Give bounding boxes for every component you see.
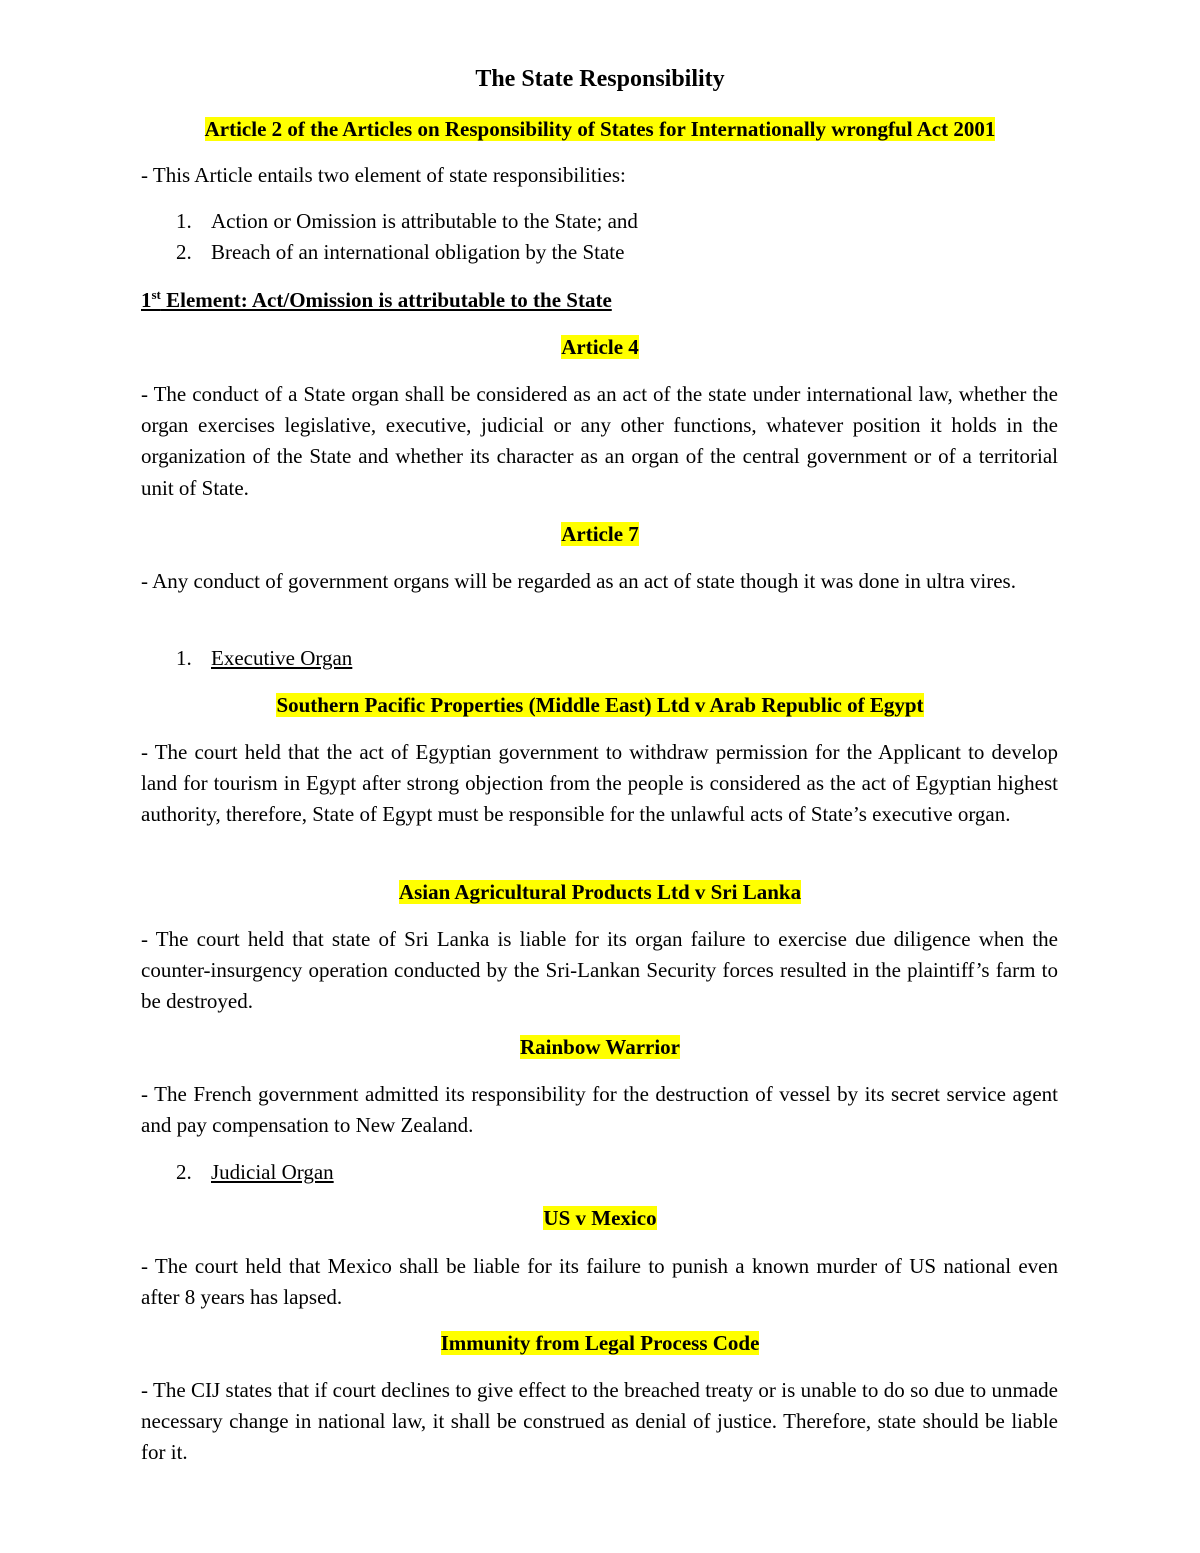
element1-heading-text: Element: Act/Omission is attributable to the State xyxy=(160,288,612,312)
case-usm-paragraph: - The court held that Mexico shall be liable for its failure to punish a known murder of US national even after 8 years has lapsed. xyxy=(141,1254,1058,1310)
element1-heading-superscript: st xyxy=(151,287,161,302)
element-2-text: Breach of an international obligation by the State xyxy=(211,240,625,264)
organ-1-number: 1. xyxy=(176,646,192,670)
case-rw-paragraph: - The French government admitted its responsibility for the destruction of vessel by its secret service agent and pay compensation to New Zealand. xyxy=(141,1082,1058,1138)
organ-2-number: 2. xyxy=(176,1160,192,1184)
element1-heading xyxy=(141,287,612,313)
element-1-text: Action or Omission is attributable to the State; and xyxy=(211,209,638,233)
page-title xyxy=(0,66,1200,92)
article4-heading xyxy=(0,334,1200,360)
article7-heading-text: Article 7 xyxy=(561,522,639,546)
case-ilpc-heading xyxy=(0,1330,1200,1356)
article4-heading-text: Article 4 xyxy=(561,335,639,359)
case-spp-heading xyxy=(0,692,1200,718)
case-rw-heading-text: Rainbow Warrior xyxy=(519,1035,681,1059)
intro-paragraph: - This Article entails two element of state responsibilities: xyxy=(141,163,626,187)
case-rw-heading xyxy=(0,1034,1200,1060)
case-aapl-paragraph: - The court held that state of Sri Lanka is liable for its organ failure to exercise due diligence when the counter-insurgency operation conducted by the Sri-Lankan Security forces resulted in the plaintiff’s farm to be destroyed. xyxy=(141,927,1058,1014)
element-1-number: 1. xyxy=(176,209,192,233)
article4-paragraph: - The conduct of a State organ shall be considered as an act of the state under international law, whether the organ exercises legislative, executive, judicial or any other functions, whatever position it holds in the organization of the State and whether its character as an organ of the central government or of a territorial unit of State. xyxy=(141,382,1058,500)
case-aapl-heading-text: Asian Agricultural Products Ltd v Sri Lanka xyxy=(398,880,802,904)
article2-heading xyxy=(0,116,1200,142)
case-usm-heading-text: US v Mexico xyxy=(543,1206,657,1230)
organ-2-label: Judicial Organ xyxy=(211,1160,334,1184)
element-2-number: 2. xyxy=(176,240,192,264)
case-ilpc-paragraph: - The CIJ states that if court declines to give effect to the breached treaty or is unable to do so due to unmade necessary change in national law, it shall be construed as denial of justice. Therefore, state should be liable for it. xyxy=(141,1378,1058,1465)
article2-heading-text: Article 2 of the Articles on Responsibility of States for Internationally wrongful Act 2001 xyxy=(204,117,996,141)
article7-heading xyxy=(0,521,1200,547)
organ-1-label: Executive Organ xyxy=(211,646,353,670)
case-ilpc-heading-text: Immunity from Legal Process Code xyxy=(440,1331,760,1355)
case-usm-heading xyxy=(0,1205,1200,1231)
article7-paragraph: - Any conduct of government organs will be regarded as an act of state though it was done in ultra vires. xyxy=(141,569,1016,593)
case-spp-paragraph: - The court held that the act of Egyptian government to withdraw permission for the Applicant to develop land for tourism in Egypt after strong objection from the people is considered as the act of Egyptian highest authority, therefore, State of Egypt must be responsible for the unlawful acts of State’s executive organ. xyxy=(141,740,1058,827)
element1-heading-ordinal: 1 xyxy=(141,288,152,312)
case-aapl-heading xyxy=(0,879,1200,905)
page-title-text: The State Responsibility xyxy=(475,66,725,92)
case-spp-heading-text: Southern Pacific Properties (Middle East) Ltd v Arab Republic of Egypt xyxy=(276,693,924,717)
